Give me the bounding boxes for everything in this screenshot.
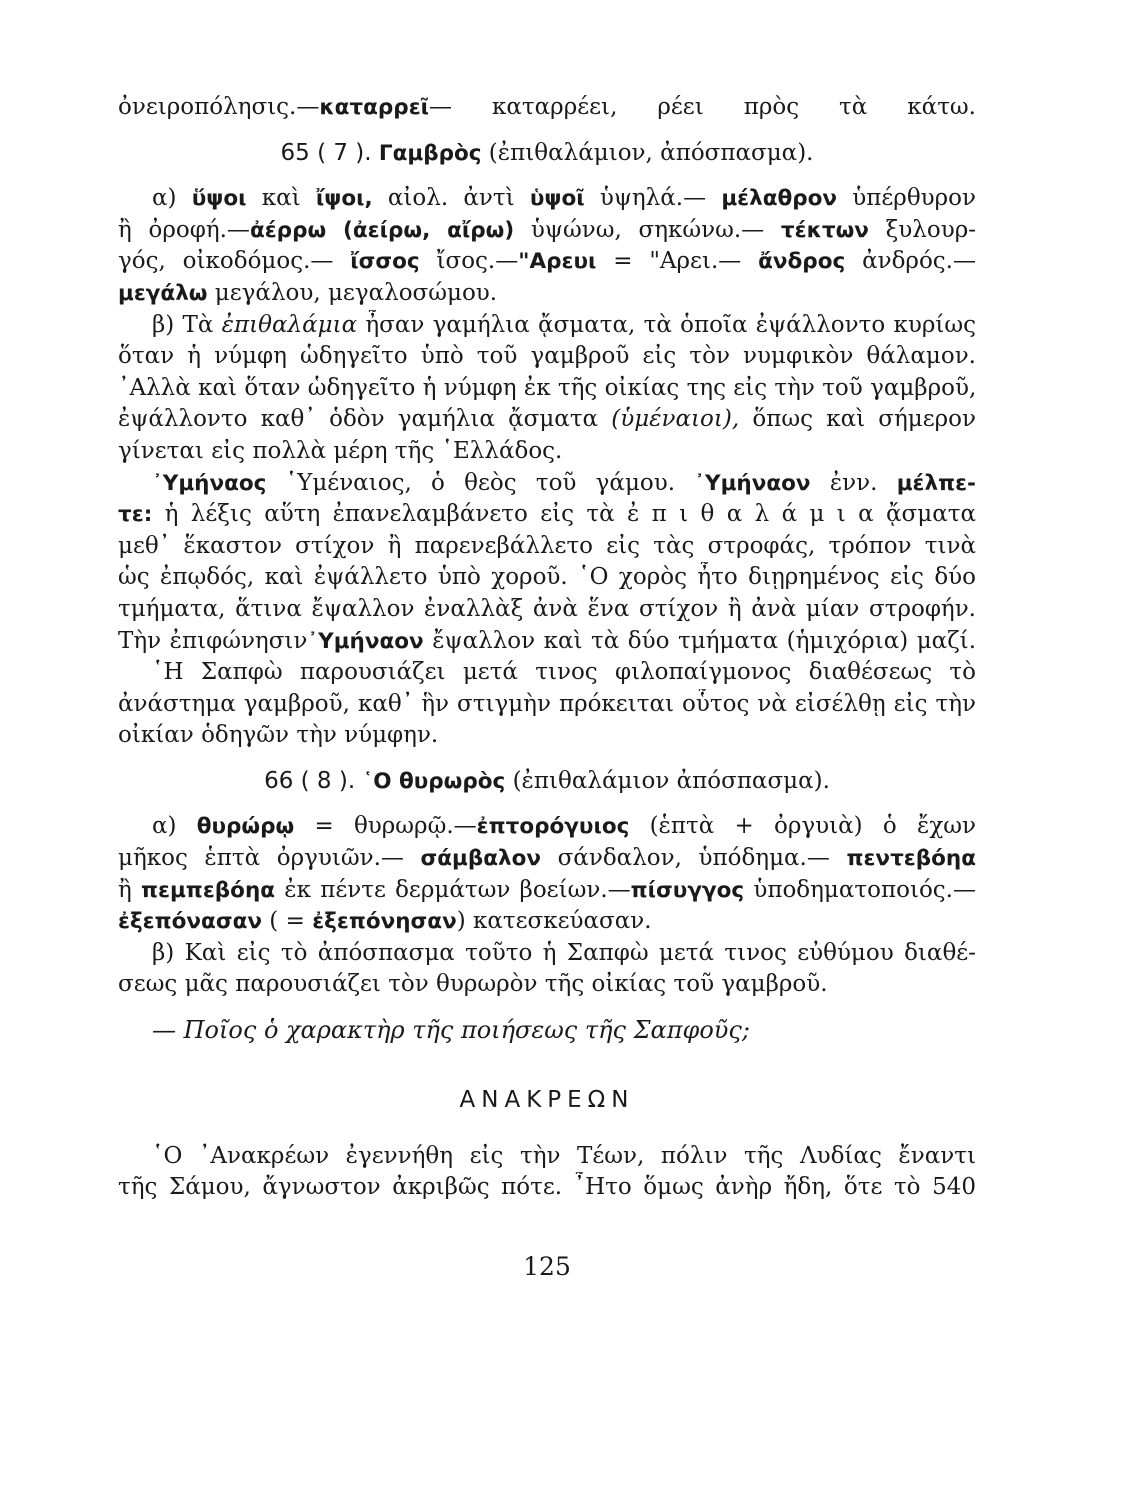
lemma: "Αρευι — [518, 249, 597, 275]
lemma: τέκτων — [780, 217, 869, 243]
text-line: μεθ᾿ ἕκαστον στίχον ἢ παρενεβάλλετο εἰς τὰς στροφάς, τρόπον τινὰ — [118, 532, 976, 559]
text-span: αἰολ. ἀντὶ — [372, 185, 530, 212]
text-line — [118, 92, 976, 124]
lemma: πεμπεβόηα — [141, 877, 276, 903]
lemma: ἐξεπόνησαν — [312, 909, 457, 935]
heading-title: ῾Ο θυρωρὸς — [362, 768, 506, 794]
lemma: μέλπε- — [896, 470, 976, 496]
text-line: β) Καὶ εἰς τὸ ἀπόσπασμα τοῦτο ἡ Σαπφὼ μετά τινος εὐθύμου διαθέ- — [152, 939, 976, 966]
text-line: ὅταν ἡ νύμφη ὡδηγεῖτο ὑπὸ τοῦ γαμβροῦ εἰς τὸν νυμφικὸν θάλαμον. — [118, 343, 976, 370]
text-line — [118, 404, 976, 436]
text-span: (ἑπτὰ + ὀργυιὰ) ὁ ἔχων — [629, 813, 976, 840]
lemma: θυρώρῳ — [196, 814, 295, 840]
text-line — [118, 811, 976, 843]
text-span: ) κατεσκεύασαν. — [456, 908, 652, 935]
text-span: ἐκ πέντε δερμάτων βοείων.— — [275, 876, 631, 903]
text-span: σάνδαλον, ὑπόδημα.— — [541, 845, 847, 872]
text-line — [118, 246, 976, 278]
page-number: 125 — [523, 1251, 571, 1281]
text-span: ὅπως καὶ σήμερον — [739, 406, 976, 433]
text-span: α) — [152, 813, 197, 840]
text-line: ὡς ἐπῳδός, καὶ ἐψάλλετο ὑπὸ χοροῦ. ῾Ο χορὸς ἦτο διῃρημένος εἰς δύο — [118, 564, 976, 591]
lemma: ὑψοῖ — [529, 186, 585, 212]
text-span: ὑπέρθυρον — [837, 185, 976, 212]
lemma: ἄνδρος — [758, 249, 846, 275]
text-span: ὑψηλά.— — [584, 185, 722, 212]
text-span: α) — [152, 185, 192, 212]
text-span: ὀνειροπόλησις.— — [118, 94, 320, 120]
lemma: πεντεβόηα — [846, 846, 976, 872]
text-span: ἡ λέξις αὕτη ἐπανελαμβάνετο εἰς τὰ ἐ π ι θ α λ ά μ ι α ᾄσματα — [152, 501, 976, 528]
text-line — [118, 310, 976, 342]
text-span: ὑποδηματοποιός.— — [744, 876, 976, 903]
text-span: ( = — [262, 908, 313, 935]
section-heading-65 — [118, 138, 976, 170]
lemma: ᾿Υμήναος — [152, 470, 267, 496]
text-span: ἢ — [118, 876, 142, 903]
heading-number: 65 ( 7 ). — [280, 139, 372, 166]
text-span: Τὴν ἐπιφώνησιν — [118, 627, 308, 654]
heading-subtitle: (ἐπιθαλάμιον, ἀπόσπασμα). — [481, 139, 814, 166]
text-line — [118, 215, 976, 247]
text-span: ἐψάλλοντο καθ᾿ ὁδὸν γαμήλια ᾄσματα — [118, 406, 612, 433]
section-title: ΑΝΑΚΡΕΩΝ — [459, 1086, 635, 1113]
question-line — [118, 1015, 976, 1047]
lemma: μεγάλω — [118, 280, 208, 306]
text-line: ῾Ο ᾿Ανακρέων ἐγεννήθη εἰς τὴν Τέων, πόλιν τῆς Λυδίας ἔναντι — [152, 1142, 976, 1169]
text-span: — καταρρέει, ρέει πρὸς τὰ κάτω. — [429, 94, 976, 120]
lemma: ὕψοι — [191, 186, 247, 212]
lemma: ἀέρρω (ἀείρω, αἴρω) — [249, 217, 515, 243]
text-span: = θυρωρῷ.— — [294, 813, 477, 840]
heading-number: 66 ( 8 ). — [264, 767, 356, 794]
text-line: σεως μᾶς παρουσιάζει τὸν θυρωρὸν τῆς οἰκίας τοῦ γαμβροῦ. — [118, 971, 828, 998]
italic-term: (ὑμέναιοι), — [611, 406, 740, 433]
lemma: ἴψοι, — [315, 186, 373, 212]
lemma: ᾿Υμήναον — [694, 470, 811, 496]
text-span: μῆκος ἑπτὰ ὀργυιῶν.— — [118, 845, 421, 872]
text-line — [118, 626, 976, 658]
text-line: ῾Η Σαπφὼ παρουσιάζει μετά τινος φιλοπαίγμονος διαθέσεως τὸ — [152, 659, 976, 686]
text-span: ἔψαλλον καὶ τὰ δύο τμήματα (ἡμιχόρια) μαζί. — [423, 627, 976, 654]
lemma: πίσυγγος — [630, 877, 745, 903]
text-line — [118, 183, 976, 215]
text-line: ἀνάστημα γαμβροῦ, καθ᾿ ἣν στιγμὴν πρόκειται οὗτος νὰ εἰσέλθῃ εἰς τὴν — [118, 690, 976, 717]
text-line: οἰκίαν ὁδηγῶν τὴν νύμφην. — [118, 722, 439, 749]
text-line — [118, 843, 976, 875]
text-line — [118, 278, 976, 310]
text-span: ἐνν. — [810, 469, 897, 496]
lemma: ἴσσος — [350, 249, 420, 275]
text-line: τμήματα, ἅτινα ἔψαλλον ἐναλλὰξ ἀνὰ ἕνα στίχον ἢ ἀνὰ μίαν στροφήν. — [118, 595, 976, 622]
lemma: τε: — [118, 502, 153, 528]
text-span: = "Αρει.— — [596, 248, 759, 275]
text-line — [118, 875, 976, 907]
text-span: γός, οἰκοδόμος.— — [118, 248, 351, 275]
italic-term: ἐπιθαλάμια — [221, 311, 358, 338]
heading-title: Γαμβρὸς — [378, 140, 482, 166]
text-span: ἦσαν γαμήλια ᾄσματα, τὰ ὁποῖα ἐψάλλοντο κυρίως — [357, 311, 976, 338]
text-line — [118, 906, 976, 938]
lemma: ᾿Υμήναον — [307, 628, 424, 654]
lemma: ἐπτορόγυιος — [476, 814, 630, 840]
text-line — [118, 468, 976, 500]
lemma: σάμβαλον — [420, 846, 542, 872]
text-line — [118, 499, 976, 531]
text-span: ἴσος.— — [419, 248, 519, 275]
text-line: ᾿Αλλὰ καὶ ὅταν ὡδηγεῖτο ἡ νύμφη ἐκ τῆς οἰκίας της εἰς τὴν τοῦ γαμβροῦ, — [118, 374, 976, 401]
section-heading-66 — [118, 766, 976, 798]
question-text: — Ποῖος ὁ χαρακτὴρ τῆς ποιήσεως τῆς Σαπφοῦς; — [152, 1016, 750, 1045]
text-span: καὶ — [246, 185, 316, 212]
lemma: καταρρεῖ — [319, 95, 430, 120]
heading-subtitle: (ἐπιθαλάμιον ἀπόσπασμα). — [505, 767, 830, 794]
text-span: ἢ ὀροφή.— — [118, 216, 250, 243]
text-line: τῆς Σάμου, ἄγνωστον ἀκριβῶς πότε. ῏Ητο ὅμως ἀνὴρ ἤδη, ὅτε τὸ 540 — [118, 1174, 976, 1201]
text-line: γίνεται εἰς πολλὰ μέρη τῆς ῾Ελλάδος. — [118, 437, 563, 464]
lemma: ἐξεπόνασαν — [118, 909, 262, 935]
text-span: ὑψώνω, σηκώνω.— — [514, 216, 781, 243]
text-span: ῾Υμέναιος, ὁ θεὸς τοῦ γάμου. — [266, 469, 695, 496]
text-span: ξυλουρ- — [868, 216, 976, 243]
lemma: μέλαθρον — [721, 186, 838, 212]
text-span: μεγάλου, μεγαλοσώμου. — [207, 279, 498, 306]
text-span: ἀνδρός.— — [845, 248, 976, 275]
text-span: β) Τὰ — [152, 311, 222, 338]
